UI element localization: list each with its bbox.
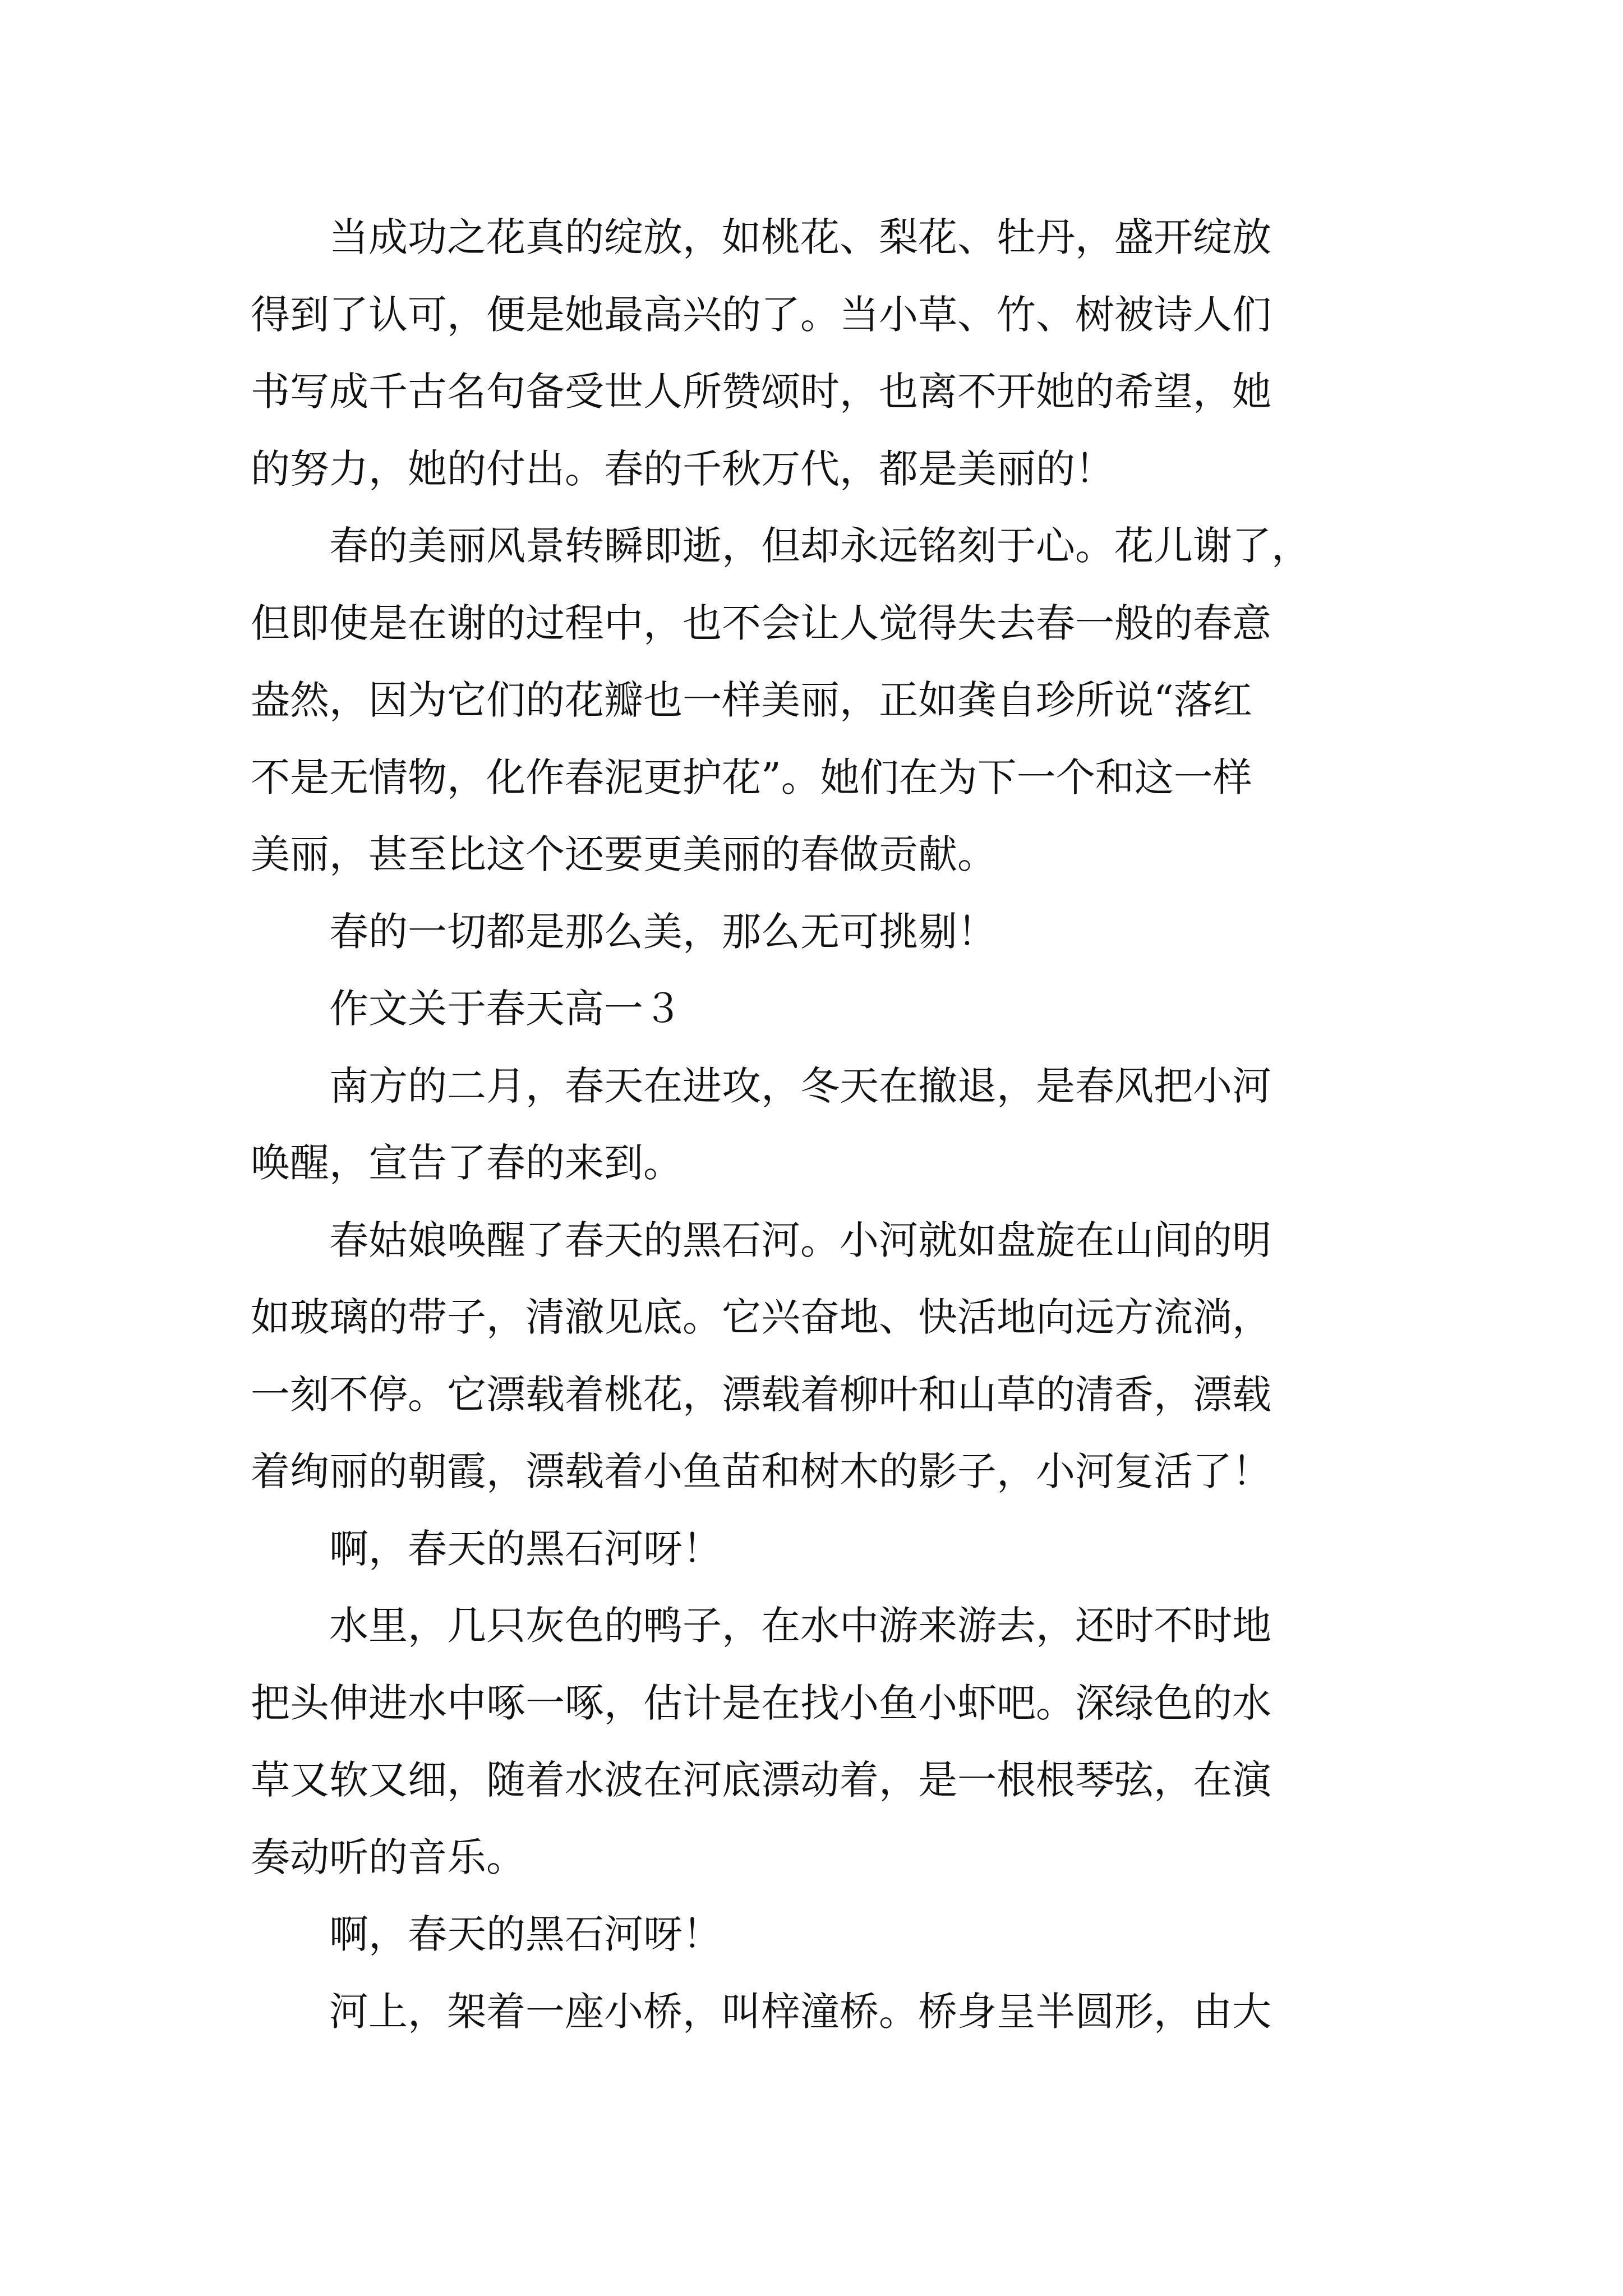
paragraph-5 (251, 1048, 1395, 1202)
section-heading (251, 970, 1395, 1048)
paragraph-2 (251, 508, 1395, 894)
text-line: 啊，春天的黑石河呀！ (329, 1525, 722, 1572)
text-line: 啊，春天的黑石河呀！ (329, 1911, 722, 1957)
text-line: 着绚丽的朝霞，漂载着小鱼苗和树木的影子，小河复活了！ (251, 1448, 1271, 1494)
text-line: 春的美丽风景转瞬即逝，但却永远铭刻于心。花儿谢了， (329, 523, 1311, 569)
paragraph-6 (251, 1202, 1395, 1511)
text-line: 美丽，甚至比这个还要更美丽的春做贡献。 (251, 831, 997, 877)
paragraph-10 (251, 1973, 1395, 2051)
paragraph-8 (251, 1588, 1395, 1896)
text-line: 春姑娘唤醒了春天的黑石河。小河就如盘旋在山间的明 (329, 1217, 1271, 1263)
text-line: 不是无情物，化作春泥更护花”。她们在为下一个和这一样 (251, 754, 1252, 800)
text-line: 南方的二月，春天在进攻，冬天在撤退，是春风把小河 (329, 1062, 1271, 1109)
essay-body (251, 199, 1395, 2050)
paragraph-7 (251, 1511, 1395, 1588)
paragraph-9 (251, 1896, 1395, 1973)
text-line: 奏动听的音乐。 (251, 1834, 525, 1880)
text-line: 但即使是在谢的过程中，也不会让人觉得失去春一般的春意 (251, 600, 1271, 646)
heading-line: 作文关于春天高一３ (329, 986, 683, 1032)
text-line: 得到了认可，便是她最高兴的了。当小草、竹、树被诗人们 (251, 291, 1271, 338)
text-line: 水里，几只灰色的鸭子，在水中游来游去，还时不时地 (329, 1603, 1271, 1649)
text-line: 草又软又细，随着水波在河底漂动着，是一根根琴弦，在演 (251, 1757, 1271, 1803)
text-line: 一刻不停。它漂载着桃花，漂载着柳叶和山草的清香，漂载 (251, 1371, 1271, 1418)
text-line: 如玻璃的带子，清澈见底。它兴奋地、快活地向远方流淌， (251, 1294, 1271, 1340)
text-line: 春的一切都是那么美，那么无可挑剔！ (329, 908, 997, 955)
text-line: 当成功之花真的绽放，如桃花、梨花、牡丹，盛开绽放 (329, 214, 1271, 260)
paragraph-1 (251, 199, 1395, 508)
text-line: 盎然，因为它们的花瓣也一样美丽，正如龚自珍所说“落红 (251, 677, 1252, 723)
text-line: 书写成千古名句备受世人所赞颂时，也离不开她的希望，她 (251, 369, 1271, 415)
paragraph-3 (251, 894, 1395, 971)
text-line: 河上，架着一座小桥，叫梓潼桥。桥身呈半圆形，由大 (329, 1988, 1271, 2035)
text-line: 的努力，她的付出。春的千秋万代，都是美丽的！ (251, 445, 1114, 492)
text-line: 把头伸进水中啄一啄，估计是在找小鱼小虾吧。深绿色的水 (251, 1680, 1271, 1726)
text-line: 唤醒，宣告了春的来到。 (251, 1140, 683, 1186)
